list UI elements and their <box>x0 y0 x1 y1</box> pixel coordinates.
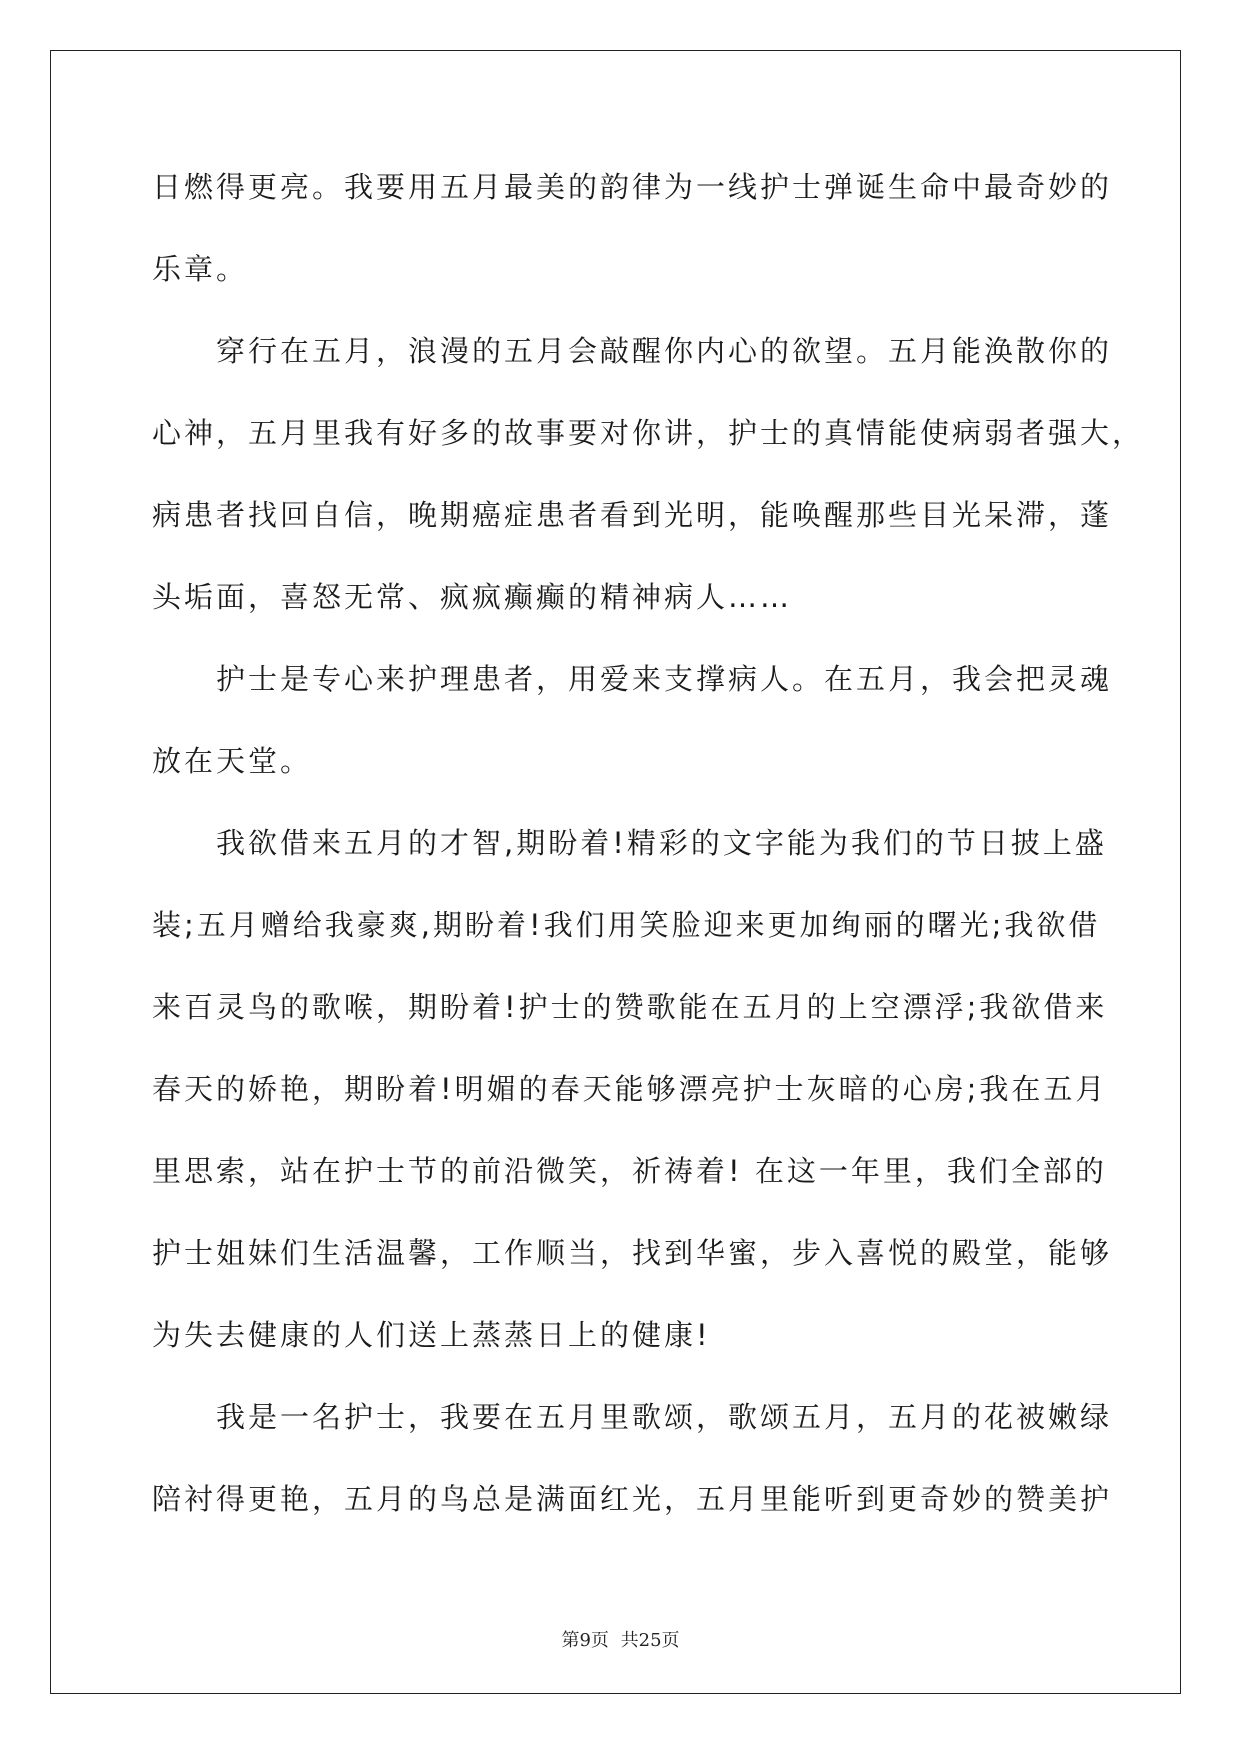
text-line: 穿行在五月，浪漫的五月会敲醒你内心的欲望。五月能涣散你的 <box>152 334 1113 368</box>
document-body <box>152 160 1145 1554</box>
text-line: 乐章。 <box>152 252 249 286</box>
text-line: 陪衬得更艳，五月的鸟总是满面红光，五月里能听到更奇妙的赞美护 <box>152 1482 1113 1516</box>
text-line: 放在天堂。 <box>152 744 313 778</box>
text-line: 装;五月赠给我豪爽,期盼着!我们用笑脸迎来更加绚丽的曙光;我欲借 <box>152 908 1101 942</box>
text-line: 日燃得更亮。我要用五月最美的韵律为一线护士弹诞生命中最奇妙的 <box>152 170 1113 204</box>
text-line: 病患者找回自信，晚期癌症患者看到光明，能唤醒那些目光呆滞，蓬 <box>152 498 1113 532</box>
text-line: 心神，五月里我有好多的故事要对你讲，护士的真情能使病弱者强大， <box>152 416 1145 450</box>
text-line: 为失去健康的人们送上蒸蒸日上的健康! <box>152 1318 711 1352</box>
text-line: 我欲借来五月的才智,期盼着!精彩的文字能为我们的节日披上盛 <box>152 826 1107 860</box>
text-line: 春天的娇艳，期盼着!明媚的春天能够漂亮护士灰暗的心房;我在五月 <box>152 1072 1108 1106</box>
text-line: 护士是专心来护理患者，用爱来支撑病人。在五月，我会把灵魂 <box>152 662 1113 696</box>
text-line: 里思索，站在护士节的前沿微笑，祈祷着! 在这一年里，我们全部的 <box>152 1154 1107 1188</box>
text-line: 来百灵鸟的歌喉，期盼着!护士的赞歌能在五月的上空漂浮;我欲借来 <box>152 990 1108 1024</box>
text-line: 我是一名护士，我要在五月里歌颂，歌颂五月，五月的花被嫩绿 <box>152 1400 1113 1434</box>
page-number-footer: 第9页 共25页 <box>561 1630 680 1651</box>
text-line: 护士姐妹们生活温馨，工作顺当，找到华蜜，步入喜悦的殿堂，能够 <box>152 1236 1113 1270</box>
text-line: 头垢面，喜怒无常、疯疯癫癫的精神病人…… <box>152 580 793 614</box>
